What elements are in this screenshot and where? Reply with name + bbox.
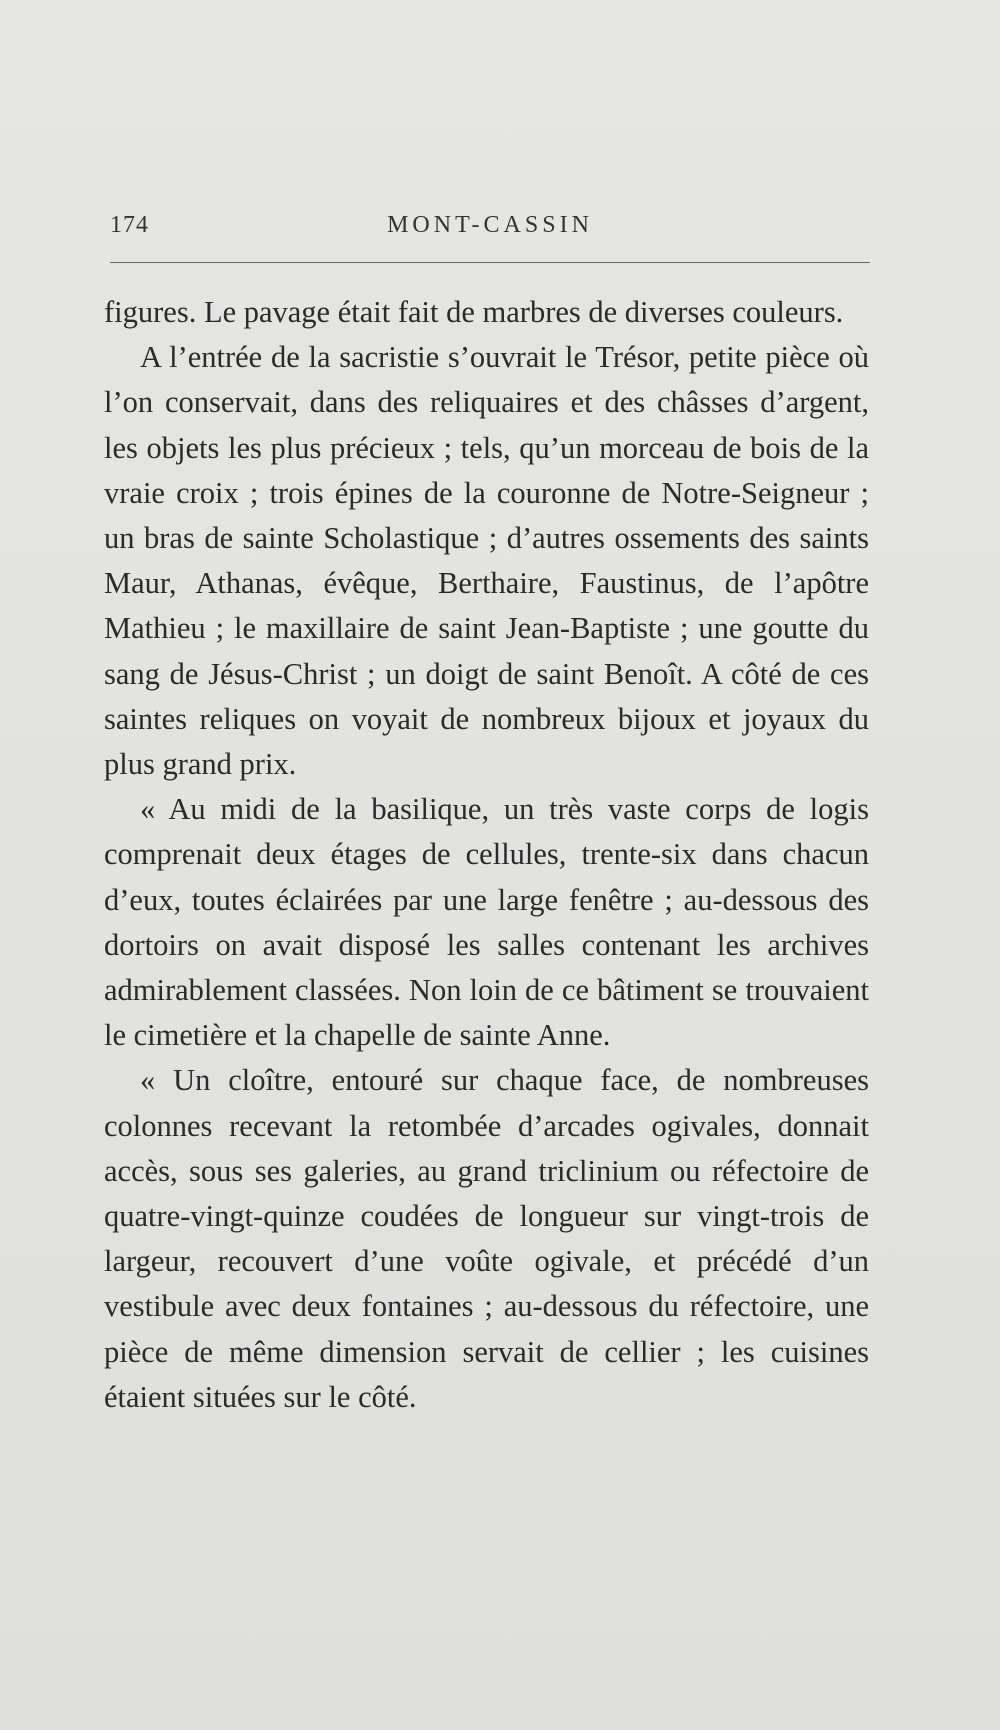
body-text <box>104 290 869 1420</box>
header-rule <box>110 262 870 263</box>
paragraph-cells: « Au midi de la basilique, un très vaste corps de logis comprenait deux étages de cellules, trente-six dans chacun d’eux, toutes éclairées par une large fenêtre ; au-dessous des dortoirs on avait disposé les salles contenant les archives admirablement classées. Non loin de ce bâtiment se trouvaient le cimetière et la chapelle de sainte Anne. <box>104 792 869 1053</box>
page-number: 174 <box>110 212 149 238</box>
paragraph-continuation: figures. Le pavage était fait de marbres de diverses couleurs. <box>104 295 844 329</box>
paragraph-cloister: « Un cloître, entouré sur chaque face, de nombreuses colonnes recevant la retombée d’arcades ogivales, donnait accès, sous ses galeries, au grand triclinium ou réfectoire de quatre-vingt-quinze coudées de longueur sur vingt-trois de largeur, recouvert d’une voûte ogivale, et précédé d’un vestibule avec deux fontaines ; au-dessous du réfectoire, une pièce de même dimension servait de cellier ; les cuisines étaient situées sur le côté. <box>104 1063 869 1414</box>
running-head <box>110 212 870 252</box>
running-title: MONT-CASSIN <box>387 212 593 238</box>
paragraph-treasury: A l’entrée de la sacristie s’ouvrait le Trésor, petite pièce où l’on conservait, dans des reliquaires et des châsses d’argent, les objets les plus précieux ; tels, qu’un morceau de bois de la vraie croix ; trois épines de la couronne de Notre-Seigneur ; un bras de sainte Scholastique ; d’autres ossements des saints Maur, Athanas, évêque, Berthaire, Faustinus, de l’apôtre Mathieu ; le maxillaire de saint Jean-Baptiste ; une goutte du sang de Jésus-Christ ; un doigt de saint Benoît. A côté de ces saintes reliques on voyait de nombreux bijoux et joyaux du plus grand prix. <box>104 340 869 782</box>
